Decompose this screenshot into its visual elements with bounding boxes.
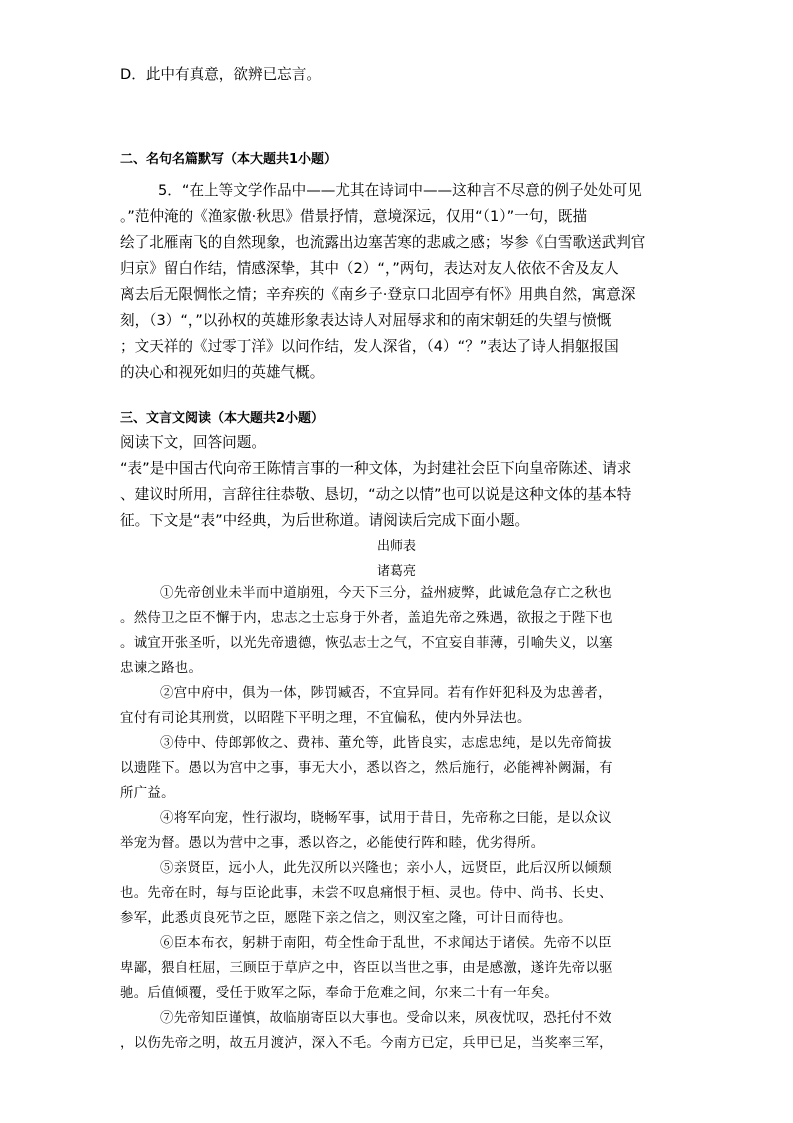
- essay-line: 驰。后值倾覆，受任于败军之际，奉命于危难之间，尔来二十有一年矣。: [120, 986, 559, 1001]
- essay-line: 。然侍卫之臣不懈于内，忠志之士忘身于外者，盖追先帝之殊遇，欲报之于陛下也: [120, 611, 613, 626]
- reading-instruction: 阅读下文，回答问题。: [120, 434, 266, 451]
- essay-line: 举宠为督。愚以为营中之事，悉以咨之，必能使行阵和睦，优劣得所。: [120, 836, 545, 851]
- dictation-line: 5．“在上等文学作品中——尤其在诗词中——这种言不尽意的例子处处可见: [158, 182, 642, 199]
- essay-line: 忠谏之路也。: [120, 661, 203, 676]
- dictation-line: 绘了北雁南飞的自然现象，也流露出边塞苦寒的悲戚之感；岑参《白雪歌送武判官: [120, 234, 646, 251]
- essay-line: 也。先帝在时，每与臣论此事，未尝不叹息痛恨于桓、灵也。侍中、尚书、长史、: [120, 886, 613, 901]
- intro-line: 、建议时所用，言辞往往恭敬、恳切，“动之以情”也可以说是这种文体的基本特: [120, 486, 632, 503]
- intro-line: “表”是中国古代向帝王陈情言事的一种文体，为封建社会臣下向皇帝陈述、请求: [120, 460, 632, 477]
- essay-line: 所广益。: [120, 786, 175, 801]
- dictation-line: 刻，（3）“，”以孙权的英雄形象表达诗人对屈辱求和的南宋朝廷的失望与愤慨: [120, 312, 612, 329]
- essay-line: 。诚宜开张圣听，以光先帝遗德，恢弘志士之气，不宜妄自菲薄，引喻失义，以塞: [120, 636, 613, 651]
- essay-line: ⑥臣本布衣，躬耕于南阳，苟全性命于乱世，不求闻达于诸侯。先帝不以臣: [160, 936, 612, 951]
- essay-line: ⑦先帝知臣谨慎，故临崩寄臣以大事也。受命以来，夙夜忧叹，恐托付不效: [160, 1011, 612, 1026]
- dictation-line: ；文天祥的《过零丁洋》以问作结，发人深省，（4）“？”表达了诗人捐躯报国: [120, 338, 619, 355]
- dictation-line: 。”范仲淹的《渔家傲·秋思》借景抒情，意境深远，仅用“（1）”一句，既描: [120, 208, 588, 225]
- dictation-line: 的决心和视死如归的英雄气概。: [120, 364, 325, 381]
- essay-line: ①先帝创业未半而中道崩殂，今天下三分，益州疲弊，此诚危急存亡之秋也: [160, 586, 612, 601]
- essay-line: 参军，此悉贞良死节之臣，愿陛下亲之信之，则汉室之隆，可计日而待也。: [120, 911, 572, 926]
- section-heading-dictation: 二、名句名篇默写（本大题共1小题）: [120, 152, 338, 167]
- essay-author: 诸葛亮: [376, 564, 416, 579]
- essay-line: ②宫中府中，俱为一体，陟罚臧否，不宜异同。若有作奸犯科及为忠善者，: [160, 686, 612, 701]
- section-heading-classical-reading: 三、文言文阅读（本大题共2小题）: [120, 411, 325, 426]
- essay-line: ，以伤先帝之明，故五月渡泸，深入不毛。今南方已定，兵甲已足，当奖率三军，: [120, 1036, 613, 1051]
- option-d: D．此中有真意，欲辨已忘言。: [120, 66, 321, 83]
- essay-line: 以遗陛下。愚以为宫中之事，事无大小，悉以咨之，然后施行，必能裨补阙漏，有: [120, 761, 613, 776]
- essay-line: 宜付有司论其刑赏，以昭陛下平明之理，不宜偏私，使内外异法也。: [120, 711, 531, 726]
- essay-line: ③侍中、侍郎郭攸之、费祎、董允等，此皆良实，志虑忠纯，是以先帝简拔: [160, 736, 612, 751]
- essay-title: 出师表: [376, 539, 416, 554]
- essay-line: 卑鄙，猥自枉屈，三顾臣于草庐之中，咨臣以当世之事，由是感激，遂许先帝以驱: [120, 961, 613, 976]
- dictation-line: 离去后无限惆怅之情；辛弃疾的《南乡子·登京口北固亭有怀》用典自然，寓意深: [120, 286, 636, 303]
- essay-line: ⑤亲贤臣，远小人，此先汉所以兴隆也；亲小人，远贤臣，此后汉所以倾颓: [160, 861, 612, 876]
- essay-line: ④将军向宠，性行淑均，晓畅军事，试用于昔日，先帝称之曰能，是以众议: [160, 811, 612, 826]
- intro-line: 征。下文是“表”中经典，为后世称道。请阅读后完成下面小题。: [120, 512, 530, 529]
- dictation-line: 归京》留白作结，情感深挚，其中（2）“，”两句，表达对友人依依不舍及友人: [120, 260, 619, 277]
